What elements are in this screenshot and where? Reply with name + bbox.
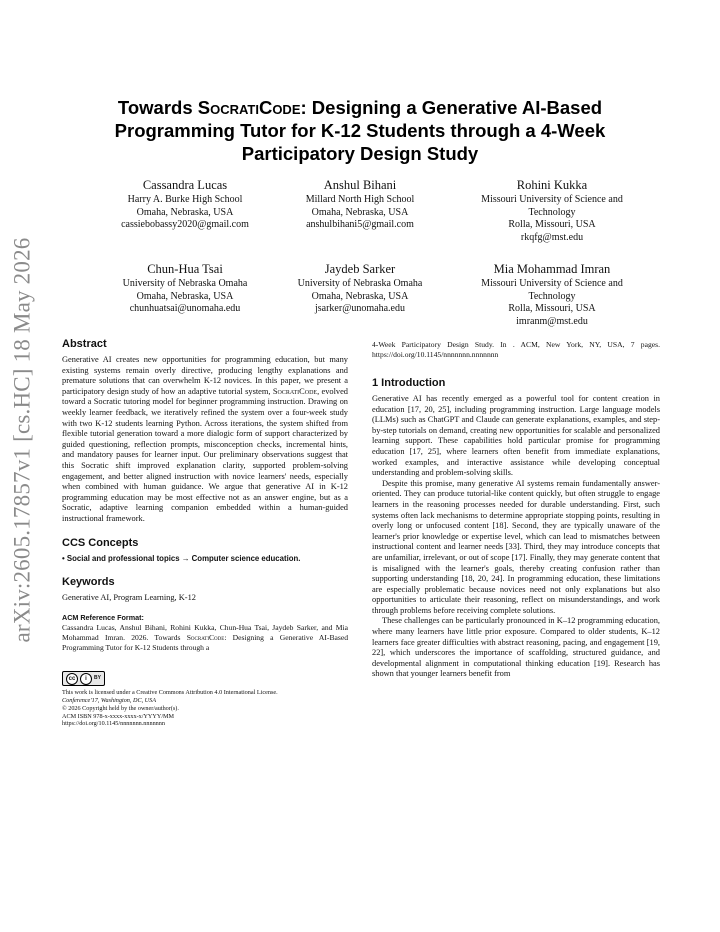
paper-title [70, 96, 650, 165]
author-block [265, 261, 455, 316]
author-block [265, 177, 455, 232]
author-location: Rolla, Missouri, USA [508, 303, 596, 315]
title-part-2: : Designing a Generative AI-Based Programming Tutor for K-12 Students through a 4-Week Participatory Design Study [114, 97, 606, 164]
author-email: cassiebobassy2020@gmail.com [121, 219, 249, 231]
author-block [90, 261, 280, 316]
isbn-line: ACM ISBN 978-x-xxxx-xxxx-x/YYYY/MM [62, 712, 175, 720]
copyright-line: © 2026 Copyright held by the owner/author(s). [62, 704, 179, 712]
abstract-text-pre: Generative AI creates new opportunities for programming education, but many existing systems remain overly directive, producing lengthy explanations and premature solutions that can overwhelm K-12 novices. In this paper, we present a participatory design study of how an adaptive tutorial system, [62, 355, 348, 396]
author-name: Jaydeb Sarker [324, 262, 396, 276]
cc-icon: cc [66, 673, 78, 685]
author-block [90, 177, 280, 232]
author-location: Omaha, Nebraska, USA [311, 206, 409, 218]
author-name: Mia Mohammad Imran [493, 262, 611, 276]
author-email: rkqfg@mst.edu [520, 231, 584, 243]
acm-reference-pre: Cassandra Lucas, Anshul Bihani, Rohini Kukka, Chun-Hua Tsai, Jaydeb Sarker, and Mia Mohammad Imran. 2026. Towards [62, 623, 348, 643]
author-location: Rolla, Missouri, USA [508, 219, 596, 231]
attribution-icon: i [80, 673, 92, 685]
abstract-text [62, 355, 348, 525]
author-email: imranm@mst.edu [516, 315, 588, 327]
author-email: anshulbihani5@gmail.com [306, 219, 414, 231]
abstract-heading: Abstract [62, 338, 107, 350]
left-column [62, 338, 348, 728]
doi-line[interactable]: https://doi.org/10.1145/nnnnnnn.nnnnnnn [62, 720, 165, 728]
author-email: jsarker@unomaha.edu [314, 303, 405, 315]
author-location: Omaha, Nebraska, USA [311, 290, 409, 302]
abstract-system-name: SocratiCode [272, 386, 318, 396]
ccs-text: • Social and professional topics → Computer science education. [62, 553, 301, 563]
acm-reference-heading: ACM Reference Format: [62, 612, 144, 622]
intro-paragraph: These challenges can be particularly pronounced in K–12 programming education, where many learners have little prior exposure. Compared to older students, K–12 learners face greater difficulties with abstract reasoning, pacing, and engagement [19, 22], which underscores the importance of scaffolding, structured guidance, and developmental alignment in computational thinking education [19]. Research has shown that younger learners benefit from [372, 616, 660, 679]
title-part-1: Towards [117, 97, 198, 118]
right-column [372, 340, 660, 680]
arxiv-stamp [2, 237, 42, 643]
title-system-name: SocratiCode [197, 97, 301, 118]
abstract-text-post: , evolved toward a Socratic tutoring model for beginner programming instruction. Drawing on weekly learner feedback, we iteratively refined the system over a four-week study with two K-12 students learning Python. Across iterations, the system shifted from flexible tutorial generation toward a more dialogic form of support characterized by guided questioning, reflection prompts, misconception checks, incremental hints, and mandatory pauses for learner input. Our preliminary observations suggest that this Socratic shift improved explanation clarity, supported problem-solving engagement, and better aligned instruction with novice learners' needs, especially when combined with human guidance. We argue that generative AI in K-12 programming education may be most effective not as an answer engine, but as a Socratic, adaptive learning companion embedded within a human-guided instructional framework. [62, 386, 348, 523]
author-block [457, 177, 647, 244]
author-location: Omaha, Nebraska, USA [136, 206, 234, 218]
author-location: Omaha, Nebraska, USA [136, 290, 234, 302]
intro-paragraph: Generative AI has recently emerged as a powerful tool for content creation in education [17, 20, 25], including programming instruction. Large language models (LLMs) such as ChatGPT and Claude can generate explanations, examples, and step-by-step tutorials on demand, creating new opportunities for scalable and personalized learning support. These capabilities hold particular promise for programming education [17, 25], where learners often benefit from immediate explanations, worked examples, and interactive assistance while developing conceptual understanding and problem-solving skills. [372, 394, 660, 478]
author-affiliation: Missouri University of Science and [481, 278, 623, 289]
acm-reference-text [62, 623, 348, 653]
keywords-text: Generative AI, Program Learning, K-12 [62, 593, 196, 603]
license-line: This work is licensed under a Creative Commons Attribution 4.0 International License. [62, 689, 278, 697]
intro-paragraph: Despite this promise, many generative AI systems remain fundamentally answer-oriented. They can produce tutorial-like content quickly, but often struggle to engage learners in the reasoning processes needed for durable understanding. First, such systems often lack mechanisms to determine appropriate stopping points, resulting in overly long or unfocused content [18]. Second, they are typically unaware of the learner's prior knowledge or expertise level, which can lead to mismatches between instructional content and learner needs [33]. Third, they may introduce concepts that are unfamiliar, irrelevant, or out of scope [17]. Finally, they may generate content that is misaligned with the learner's goals, thereby creating confusion rather than supporting understanding [18, 20, 24]. In programming education, these limitations are especially problematic because novices need not only explanations but also opportunities to articulate their reasoning, reflect on misunderstandings, and work through problems before receiving complete solutions. [372, 478, 660, 615]
author-affiliation: Millard North High School [305, 194, 415, 205]
acm-reference-system-name: SocratiCode [186, 633, 225, 643]
author-name: Anshul Bihani [323, 178, 397, 192]
acm-reference-post: : Designing a Generative AI-Based Programming Tutor for K-12 Students through a [62, 633, 348, 653]
acm-reference-continued: 4-Week Participatory Design Study. In . ACM, New York, NY, USA, 7 pages. https://doi.org/10.1145/nnnnnnn.nnnnnnn [372, 340, 660, 359]
author-affiliation-cont: Technology [528, 290, 576, 302]
author-name: Chun-Hua Tsai [147, 262, 223, 276]
introduction-heading: 1 Introduction [372, 377, 446, 389]
author-affiliation: University of Nebraska Omaha [297, 278, 423, 289]
ccs-heading: CCS Concepts [62, 536, 139, 549]
conference-line: Conference'17, Washington, DC, USA [62, 697, 157, 705]
author-affiliation: Missouri University of Science and [481, 194, 623, 205]
license-block [62, 689, 348, 728]
author-name: Cassandra Lucas [142, 178, 228, 192]
author-affiliation: Harry A. Burke High School [127, 194, 243, 205]
arxiv-stamp-text: arXiv:2605.17857v1 [cs.HC] 18 May 2026 [9, 237, 35, 643]
by-label: BY [94, 675, 101, 682]
author-block [457, 261, 647, 328]
author-affiliation: University of Nebraska Omaha [122, 278, 248, 289]
cc-by-license-badge[interactable] [62, 671, 105, 686]
author-name: Rohini Kukka [516, 178, 588, 192]
author-email: chunhuatsai@unomaha.edu [129, 303, 241, 315]
keywords-heading: Keywords [62, 576, 115, 589]
author-affiliation-cont: Technology [528, 206, 576, 218]
